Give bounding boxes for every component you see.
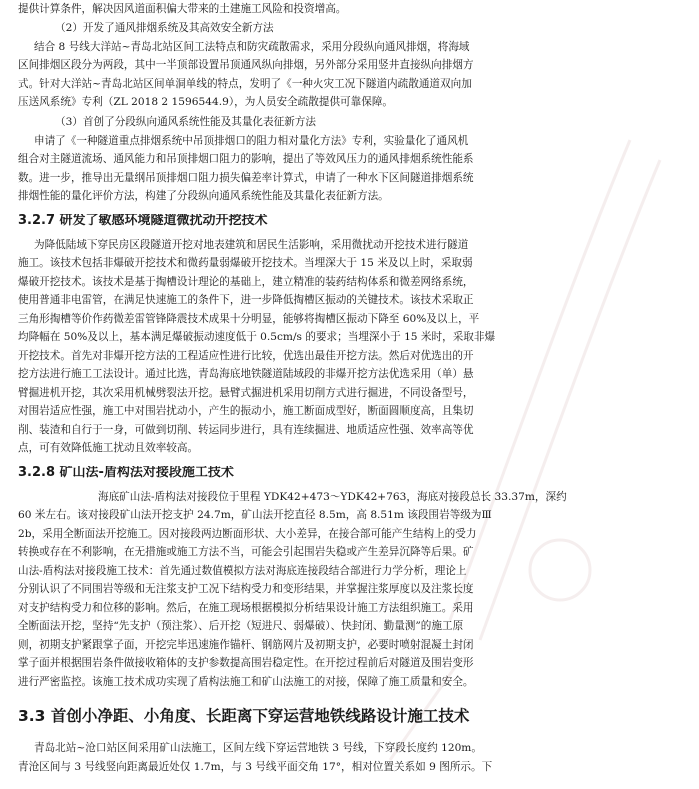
text-line: 分别认识了不同围岩等级和无注浆支护工况下结构受力和变形结果，并掌握注浆厚度以及注浆长度: [18, 583, 474, 595]
text-line: 全断面法开挖，坚持“先支护（预注浆）、后开挖（短进尺、弱爆破）、快封闭、勤量测”的施工原: [18, 620, 464, 632]
text-line: 转换或存在不利影响，在无措施或施工方法不当，可能会引起围岩失稳或产生差异沉降等后果。矿: [18, 546, 474, 558]
text-line: 对围岩适应性强，施工中对围岩扰动小，产生的振动小，施工断面成型好，断面圆顺度高，且集切: [18, 405, 474, 417]
text-line: 60 米左右。该对接段矿山法开挖支护 24.7m，矿山法开挖直径 8.5m，高 8.51m 该段围岩等级为Ⅲ: [18, 509, 492, 521]
section-heading: 3.2.7 研发了敏感环境隧道微扰动开挖技术: [18, 214, 268, 228]
text-line: 为降低陆域下穿民房区段隧道开挖对地表建筑和居民生活影响，采用微扰动开挖技术进行隧道: [34, 239, 469, 251]
text-line: 山法-盾构法对接段施工技术：首先通过数值模拟方法对海底连接段结合部进行力学分析，理论上: [18, 565, 467, 577]
text-line: 2b，采用全断面法开挖施工。因对接段两边断面形状、大小差异，在接合部可能产生结构上的受力: [18, 528, 477, 540]
text-line: 结合 8 号线大洋站~青岛北站区间工法特点和防灾疏散需求，采用分段纵向通风排烟，将海域: [34, 41, 470, 53]
text-line: 区间排烟区段分为两段，其中一半顶部设置吊顶通风纵向排烟，另外部分采用竖井直接纵向排烟方: [18, 59, 474, 71]
text-line: 青沧区间与 3 号线竖向距离最近处仅 1.7m，与 3 号线平面交角 17°，相对位置关系如 9 图所示。下: [18, 761, 493, 773]
text-line: 组合对主隧道流场、通风能力和吊顶排烟口阻力的影响，提出了等效风压力的通风排烟系统性能系: [18, 153, 474, 165]
text-line: 均降幅在 50%及以上，基本满足爆破振动速度低于 0.5cm/s 的要求；当埋深小于 15 米时，采取非爆: [18, 331, 496, 343]
text-line: 对支护结构受力和位移的影响。然后，在施工现场根据模拟分析结果设计施工方法组织施工。采用: [18, 602, 474, 614]
text-line: 提供计算条件，解决因风道面积偏大带来的土建施工风险和投资增高。: [18, 3, 347, 15]
text-line: 三角形掏槽等价作药微差雷管锋降震技术成果十分明显，能够将掏槽区振动下降至 60%及以上，平: [18, 313, 480, 325]
text-line: 排烟性能的量化评价方法，构建了分段纵向通风系统性能及其量化表征新方法。: [18, 190, 389, 202]
text-line: 则，初期支护紧跟掌子面，开挖完毕迅速施作锚杆、钢筋网片及初期支护，必要时喷射混凝土封闭: [18, 639, 474, 651]
text-line: 掌子面并根据围岩条件做接收箱体的支护参数提高围岩稳定性。在开挖过程前后对隧道及围岩变形: [18, 657, 474, 669]
text-line: 申请了《一种隧道重点排烟系统中吊顶排烟口的阻力相对量化方法》专利，实验量化了通风机: [34, 135, 469, 147]
text-line: 使用普通非电雷管，在满足快速施工的条件下，进一步降低掏槽区振动的关键技术。该技术采取正: [18, 294, 474, 306]
text-line: 挖方法进行施工工法设计。通过比选，青岛海底地铁隧道陆域段的非爆开挖方法优选采用（单）悬: [18, 368, 474, 380]
text-line: 青岛北站~沧口站区间采用矿山法施工，区间左线下穿运营地铁 3 号线，下穿段长度约 120m。: [34, 742, 482, 754]
text-line: 点，可有效降低施工扰动且效率较高。: [18, 442, 199, 454]
text-line: 海底矿山法-盾构法对接段位于里程 YDK42+473～YDK42+763，海底对接段总长 33.37m，深约: [98, 491, 567, 503]
text-line: 开挖技术。首先对非爆开挖方法的工程适应性进行比较，优选出最佳开挖方法。然后对优选出的开: [18, 350, 474, 362]
text-line: 数。进一步，推导出无量纲吊顶排烟口阻力损失偏差率计算式，申请了一种水下区间隧道排烟系统: [18, 172, 474, 184]
text-line: （3）首创了分段纵向通风系统性能及其量化表征新方法: [55, 116, 316, 128]
text-line: （2）开发了通风排烟系统及其高效安全新方法: [55, 22, 274, 34]
section-heading: 3.2.8 矿山法-盾构法对接段施工技术: [18, 466, 234, 480]
text-line: 臂掘进机开挖，其次采用机械劈裂法开挖。悬臂式掘进机采用切削方式进行掘进，不同设备型号，: [18, 387, 474, 399]
section-heading: 3.3 首创小净距、小角度、长距离下穿运营地铁线路设计施工技术: [18, 707, 470, 725]
text-line: 施工。该技术包括非爆破开挖技术和微药量弱爆破开挖技术。当埋深大于 15 米及以上时，采取弱: [18, 257, 473, 269]
text-line: 进行严密监控。该施工技术成功实现了盾构法施工和矿山法施工的对接，保障了施工质量和安全。: [18, 676, 474, 688]
text-line: 压送风系统》专利（ZL 2018 2 1596544.9），为人员安全疏散提供可靠保障。: [18, 96, 394, 108]
text-line: 式。针对大洋站~青岛北站区间单洞单线的特点，发明了《一种火灾工况下隧道内疏散通道双向加: [18, 78, 472, 90]
text-line: 削、装渣和自行于一身，可做到切削、转运同步进行，具有连续掘进、地质适应性强、效率高等优: [18, 424, 474, 436]
text-line: 爆破开挖技术。该技术是基于掏槽设计理论的基础上，建立精准的装药结构体系和微差网络系统，: [18, 276, 474, 288]
